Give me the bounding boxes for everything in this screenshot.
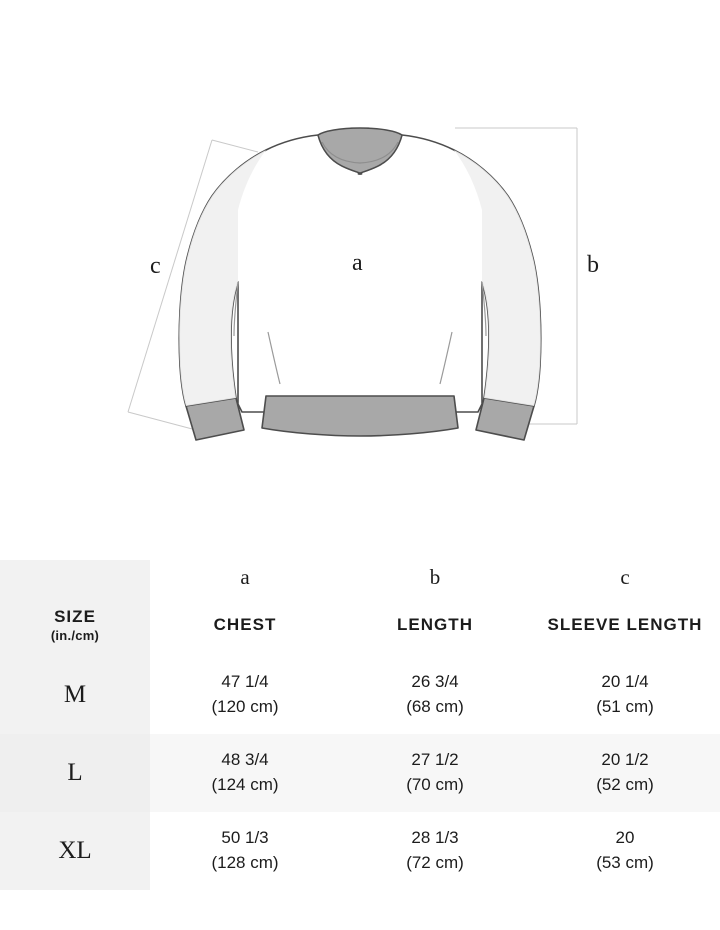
size-chart-table: [0, 560, 720, 890]
header-size-units: (in./cm): [50, 628, 100, 643]
header-length-label: LENGTH: [396, 615, 473, 634]
dimension-label-b: b: [587, 252, 599, 278]
header-sleeve-length-label: SLEEVE LENGTH: [547, 615, 703, 634]
row-l-sleeve-in: 20 1/2: [601, 750, 649, 770]
row-xl-length-cm: (72 cm): [406, 853, 464, 872]
header-sleeve-length: [530, 594, 720, 656]
row-m-length: [340, 656, 530, 734]
letter-cell-a: a: [150, 560, 340, 594]
row-m-length-in: 26 3/4: [411, 672, 459, 692]
table-row: [0, 812, 720, 890]
row-xl-sleeve-cm: (53 cm): [596, 853, 654, 872]
header-size-main: SIZE: [54, 607, 96, 626]
table-header-row: [0, 594, 720, 656]
hem-ribbing: [262, 396, 458, 436]
row-xl-chest: [150, 812, 340, 890]
row-l-length: [340, 734, 530, 812]
row-m-length-cm: (68 cm): [406, 697, 464, 716]
row-l-chest-cm: (124 cm): [211, 775, 279, 794]
row-m-sleeve-cm: (51 cm): [596, 697, 654, 716]
row-l-sleeve-cm: (52 cm): [596, 775, 654, 794]
row-l-length-cm: (70 cm): [406, 775, 464, 794]
row-size-xl: XL: [0, 812, 150, 890]
row-xl-sleeve: [530, 812, 720, 890]
row-m-chest: [150, 656, 340, 734]
header-length: [340, 594, 530, 656]
table-letter-row: [0, 560, 720, 594]
row-size-m: M: [0, 656, 150, 734]
header-size: [0, 594, 150, 656]
row-xl-chest-cm: (128 cm): [211, 853, 279, 872]
letter-cell-b: b: [340, 560, 530, 594]
table-row: [0, 656, 720, 734]
header-chest-label: CHEST: [213, 615, 277, 634]
letter-cell-empty: [0, 560, 150, 594]
row-xl-length-in: 28 1/3: [411, 828, 459, 848]
row-size-l: L: [0, 734, 150, 812]
row-l-chest: [150, 734, 340, 812]
row-xl-sleeve-in: 20: [615, 828, 635, 848]
letter-cell-c: c: [530, 560, 720, 594]
table-row: [0, 734, 720, 812]
row-m-sleeve-in: 20 1/4: [601, 672, 649, 692]
row-l-length-in: 27 1/2: [411, 750, 459, 770]
row-xl-length: [340, 812, 530, 890]
dimension-label-c: c: [150, 253, 161, 279]
row-l-sleeve: [530, 734, 720, 812]
dimension-label-a: a: [352, 250, 363, 276]
row-xl-chest-in: 50 1/3: [221, 828, 269, 848]
row-m-chest-cm: (120 cm): [211, 697, 279, 716]
row-m-chest-in: 47 1/4: [221, 672, 269, 692]
row-l-chest-in: 48 3/4: [221, 750, 269, 770]
header-chest: [150, 594, 340, 656]
row-m-sleeve: [530, 656, 720, 734]
